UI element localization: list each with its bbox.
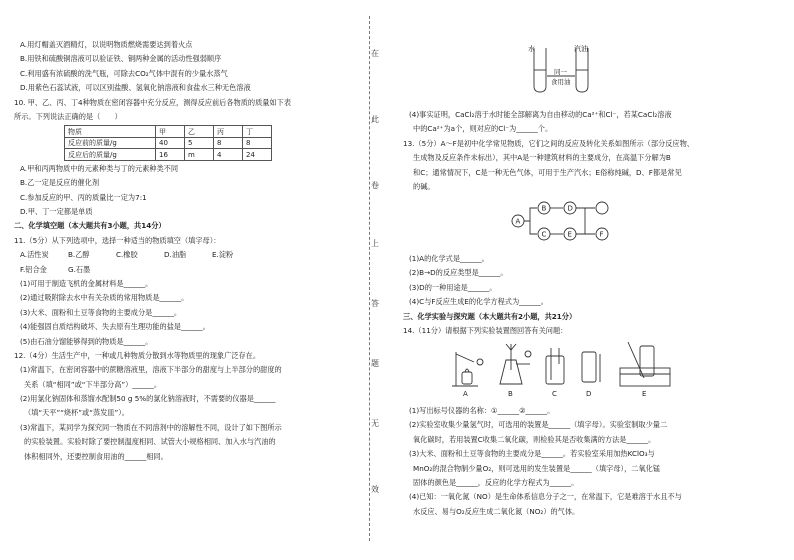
- sidebar-char: 无: [371, 419, 379, 428]
- solubility-apparatus-figure: [520, 42, 610, 100]
- node-c: C: [541, 230, 547, 239]
- option-d-line: D.用紫色石蕊试液，可以区别盐酸、氢氧化钠溶液和食盐水三种无色溶液: [20, 83, 251, 93]
- q12-sub-2: (2)用氯化钠固体和蒸馏水配制50 g 5%的氯化钠溶液时，不需要的仪器是______: [20, 394, 276, 404]
- label-food-oil: 食用油: [551, 78, 571, 86]
- option-a-line: A.用灯帽盖灭酒精灯，以说明物质燃烧需要达到着火点: [20, 40, 193, 49]
- apparatus-label-a: A: [463, 390, 468, 398]
- q14-sub-3-cont-2: 固体的颜色是______，反应的化学方程式为______。: [413, 477, 579, 487]
- sidebar-char: 卷: [371, 181, 379, 190]
- section-3-heading: 三、化学实验与探究题（本大题共有2小题，共21分）: [403, 311, 577, 321]
- sidebar-char: 题: [371, 359, 379, 368]
- q14-sub-3: (3)大米、面粉和土豆等食物的主要成分是______。若实验室采用加热KClO₃与: [409, 449, 655, 459]
- apparatus-label-e: E: [642, 390, 647, 398]
- apparatus-label-d: D: [586, 390, 592, 398]
- q11-sub-4: (4)能强固自质结构破坏、失去原有生理功能的盐是______。: [20, 322, 210, 332]
- q14-sub-3-cont: MnO₂的混合物制少量O₂，则可选用的发生装置是______（填字母），二氧化锰: [413, 463, 661, 473]
- node-e: E: [567, 230, 572, 239]
- option-item: F.铝合金: [20, 264, 47, 274]
- q12-sub-3: (3)常温下，某同学为探究同一物质在不同溶剂中的溶解性不同，设计了如下图所示: [20, 422, 282, 432]
- option-b-line: B.用铁和硫酸铜溶液可以验证铁、铜两种金属的活动性强弱顺序: [20, 54, 222, 64]
- q11-sub-5: (5)由石油分馏能够得到的物质是______。: [20, 336, 153, 346]
- q12-sub-1: (1)常温下，在密闭容器中的蔗糖溶液里，溶液下半部分的甜度与上半部分的甜度的: [20, 365, 282, 375]
- option-c-line: C.利用盛有浓硫酸的洗气瓶，可除去CO₂气体中混有的少量水蒸气: [20, 68, 228, 78]
- binding-line: [369, 16, 370, 541]
- table-cell: 24: [243, 149, 272, 161]
- q13-stem-cont-1: 生成物及反应条件未标出），其中A是一种建筑材料的主要成分，在高温下分解为B: [413, 153, 671, 163]
- question-13-stem: 13.（5分）A～F是初中化学常见物质，它们之间的反应及转化关系如图所示（部分反应物、: [403, 138, 694, 148]
- option-item: G.石墨: [68, 264, 91, 274]
- q10-option-d: D.甲、丁一定都是单质: [20, 207, 93, 217]
- q10-option-b: B.乙一定是反应的催化剂: [20, 178, 100, 188]
- table-row: [65, 149, 272, 161]
- sidebar-char: 在: [371, 49, 379, 58]
- node-b: B: [541, 204, 547, 213]
- question-12-stem: 12.（4分）生活生产中，一种或几种物质分散到水等物质里的现象广泛存在。: [14, 350, 261, 360]
- node-f: F: [599, 230, 604, 239]
- sidebar-char: 此: [371, 115, 379, 124]
- q14-sub-4: (4)已知：一氧化氮（NO）是生命体系信息分子之一，在常温下，它是难溶于水且不与: [409, 492, 682, 502]
- table-cell: 反应后的质量/g: [65, 149, 156, 161]
- q11-options-row-1: [14, 248, 359, 262]
- table-cell: 8: [214, 137, 243, 149]
- table-cell: 16: [156, 149, 185, 161]
- question-10-line-2: 所示。下列说法正确的是（ ）: [14, 111, 122, 121]
- table-row: [65, 137, 272, 149]
- q13-sub-2: (2)B→D的反应类型是______。: [409, 268, 508, 278]
- q12-sub-2-cont: （填“天平”“烧杯”或“蒸发皿”）。: [24, 408, 129, 418]
- q14-sub-2-cont: 氧化碳时，若用装置C收集二氧化碳，则检验其是否收集满的方法是______。: [413, 434, 656, 444]
- q10-option-c: C.参加反应的甲、丙的质量比一定为7:1: [20, 192, 147, 202]
- q12-sub-4-cont: 中的Ca²⁺为a个，则对应的Cl⁻为______个。: [413, 124, 553, 134]
- question-14-stem: 14.（11分）请根据下列实验装置图回答有关问题：: [403, 325, 568, 335]
- q13-stem-cont-3: 的碱。: [413, 181, 435, 191]
- question-10-line: 10. 甲、乙、丙、丁4种物质在密闭容器中充分反应，测得反应前后各物质的质量如下表: [14, 97, 292, 107]
- table-cell: m: [185, 149, 214, 161]
- table-cell: 8: [243, 137, 272, 149]
- option-item: D.油脂: [164, 250, 187, 260]
- table-cell: 丁: [243, 126, 272, 138]
- right-column-mid: [403, 252, 779, 338]
- table-row: [65, 126, 272, 138]
- mass-table: [64, 125, 272, 161]
- option-item: C.橡胶: [116, 250, 138, 260]
- question-11-stem: 11.（5分）从下列选项中，选择一种适当的物质填空（填字母）：: [14, 235, 221, 245]
- q11-options-row-2: [14, 263, 359, 277]
- table-cell: 物质: [65, 126, 156, 138]
- sidebar-char: 上: [371, 239, 379, 248]
- apparatus-label-b: B: [508, 390, 513, 398]
- section-2-heading: 二、化学填空题（本大题共有3小题，共14分）: [14, 221, 166, 231]
- sidebar-char: 效: [371, 485, 379, 494]
- label-water: 水: [528, 45, 535, 53]
- q14-sub-4-cont: 水反应、易与O₂反应生成二氧化氮（NO₂）的气体。: [413, 506, 580, 516]
- option-item: A.活性炭: [20, 250, 49, 260]
- table-cell: 乙: [185, 126, 214, 138]
- option-item: B.乙醇: [68, 250, 90, 260]
- label-same: 同一: [554, 68, 567, 76]
- q13-sub-1: (1)A的化学式是______。: [409, 254, 489, 263]
- label-oil: 汽油: [574, 45, 588, 53]
- left-column: [14, 38, 359, 464]
- q10-option-a: A.甲和丙两物质中的元素种类与丁的元素种类不同: [20, 163, 179, 173]
- right-column-bottom: [403, 404, 779, 519]
- table-cell: 反应前的质量/g: [65, 137, 156, 149]
- apparatus-label-c: C: [552, 390, 557, 398]
- q12-sub-1-cont: 关系（填“相同”或“下半部分高”）______。: [24, 379, 162, 389]
- table-cell: 甲: [156, 126, 185, 138]
- q13-sub-4: (4)C与F反应生成E的化学方程式为______。: [409, 297, 548, 307]
- option-item: E.淀粉: [212, 250, 234, 260]
- q11-sub-3: (3)大米、面粉和土豆等食物的主要成分是______。: [20, 307, 182, 317]
- q12-sub-3-cont: 的实验装置。实验时除了要控制温度相同、试管大小规格相同、加入水与汽油的: [24, 437, 276, 447]
- q14-sub-1: (1)写出标号仪器的名称：①______②______。: [409, 406, 555, 415]
- table-cell: 丙: [214, 126, 243, 138]
- q11-sub-1: (1)可用于制造飞机的金属材料是______。: [20, 278, 153, 288]
- table-cell: 5: [185, 137, 214, 149]
- node-a: A: [515, 217, 521, 226]
- right-column-top: [403, 108, 779, 194]
- lab-apparatus-figure: [448, 338, 678, 398]
- table-cell: 40: [156, 137, 185, 149]
- conversion-flow-diagram: [506, 198, 616, 244]
- q12-sub-3-cont-2: 体积相同外，还要控制食用油的______相同。: [24, 451, 168, 461]
- q12-sub-4: (4)事实证明，CaCl₂溶于水时能全部解离为自由移动的Ca²⁺和Cl⁻，若某CaCl₂溶液: [409, 110, 672, 119]
- q11-sub-2: (2)通过吸附除去水中有关杂质的常用物质是______。: [20, 293, 189, 303]
- node-d: D: [567, 204, 573, 213]
- q13-stem-cont-2: 和C；通常情况下，C是一种无色气体，可用于生产汽水；E俗称纯碱，D、F都是常见: [413, 167, 682, 177]
- sidebar-char: 答: [371, 299, 379, 308]
- table-cell: 4: [214, 149, 243, 161]
- q14-sub-2: (2)实验室收集少量氢气时，可选用的装置是______（填字母）。实验室制取少量二: [409, 420, 668, 430]
- q13-sub-3: (3)D的一种用途是______。: [409, 282, 497, 292]
